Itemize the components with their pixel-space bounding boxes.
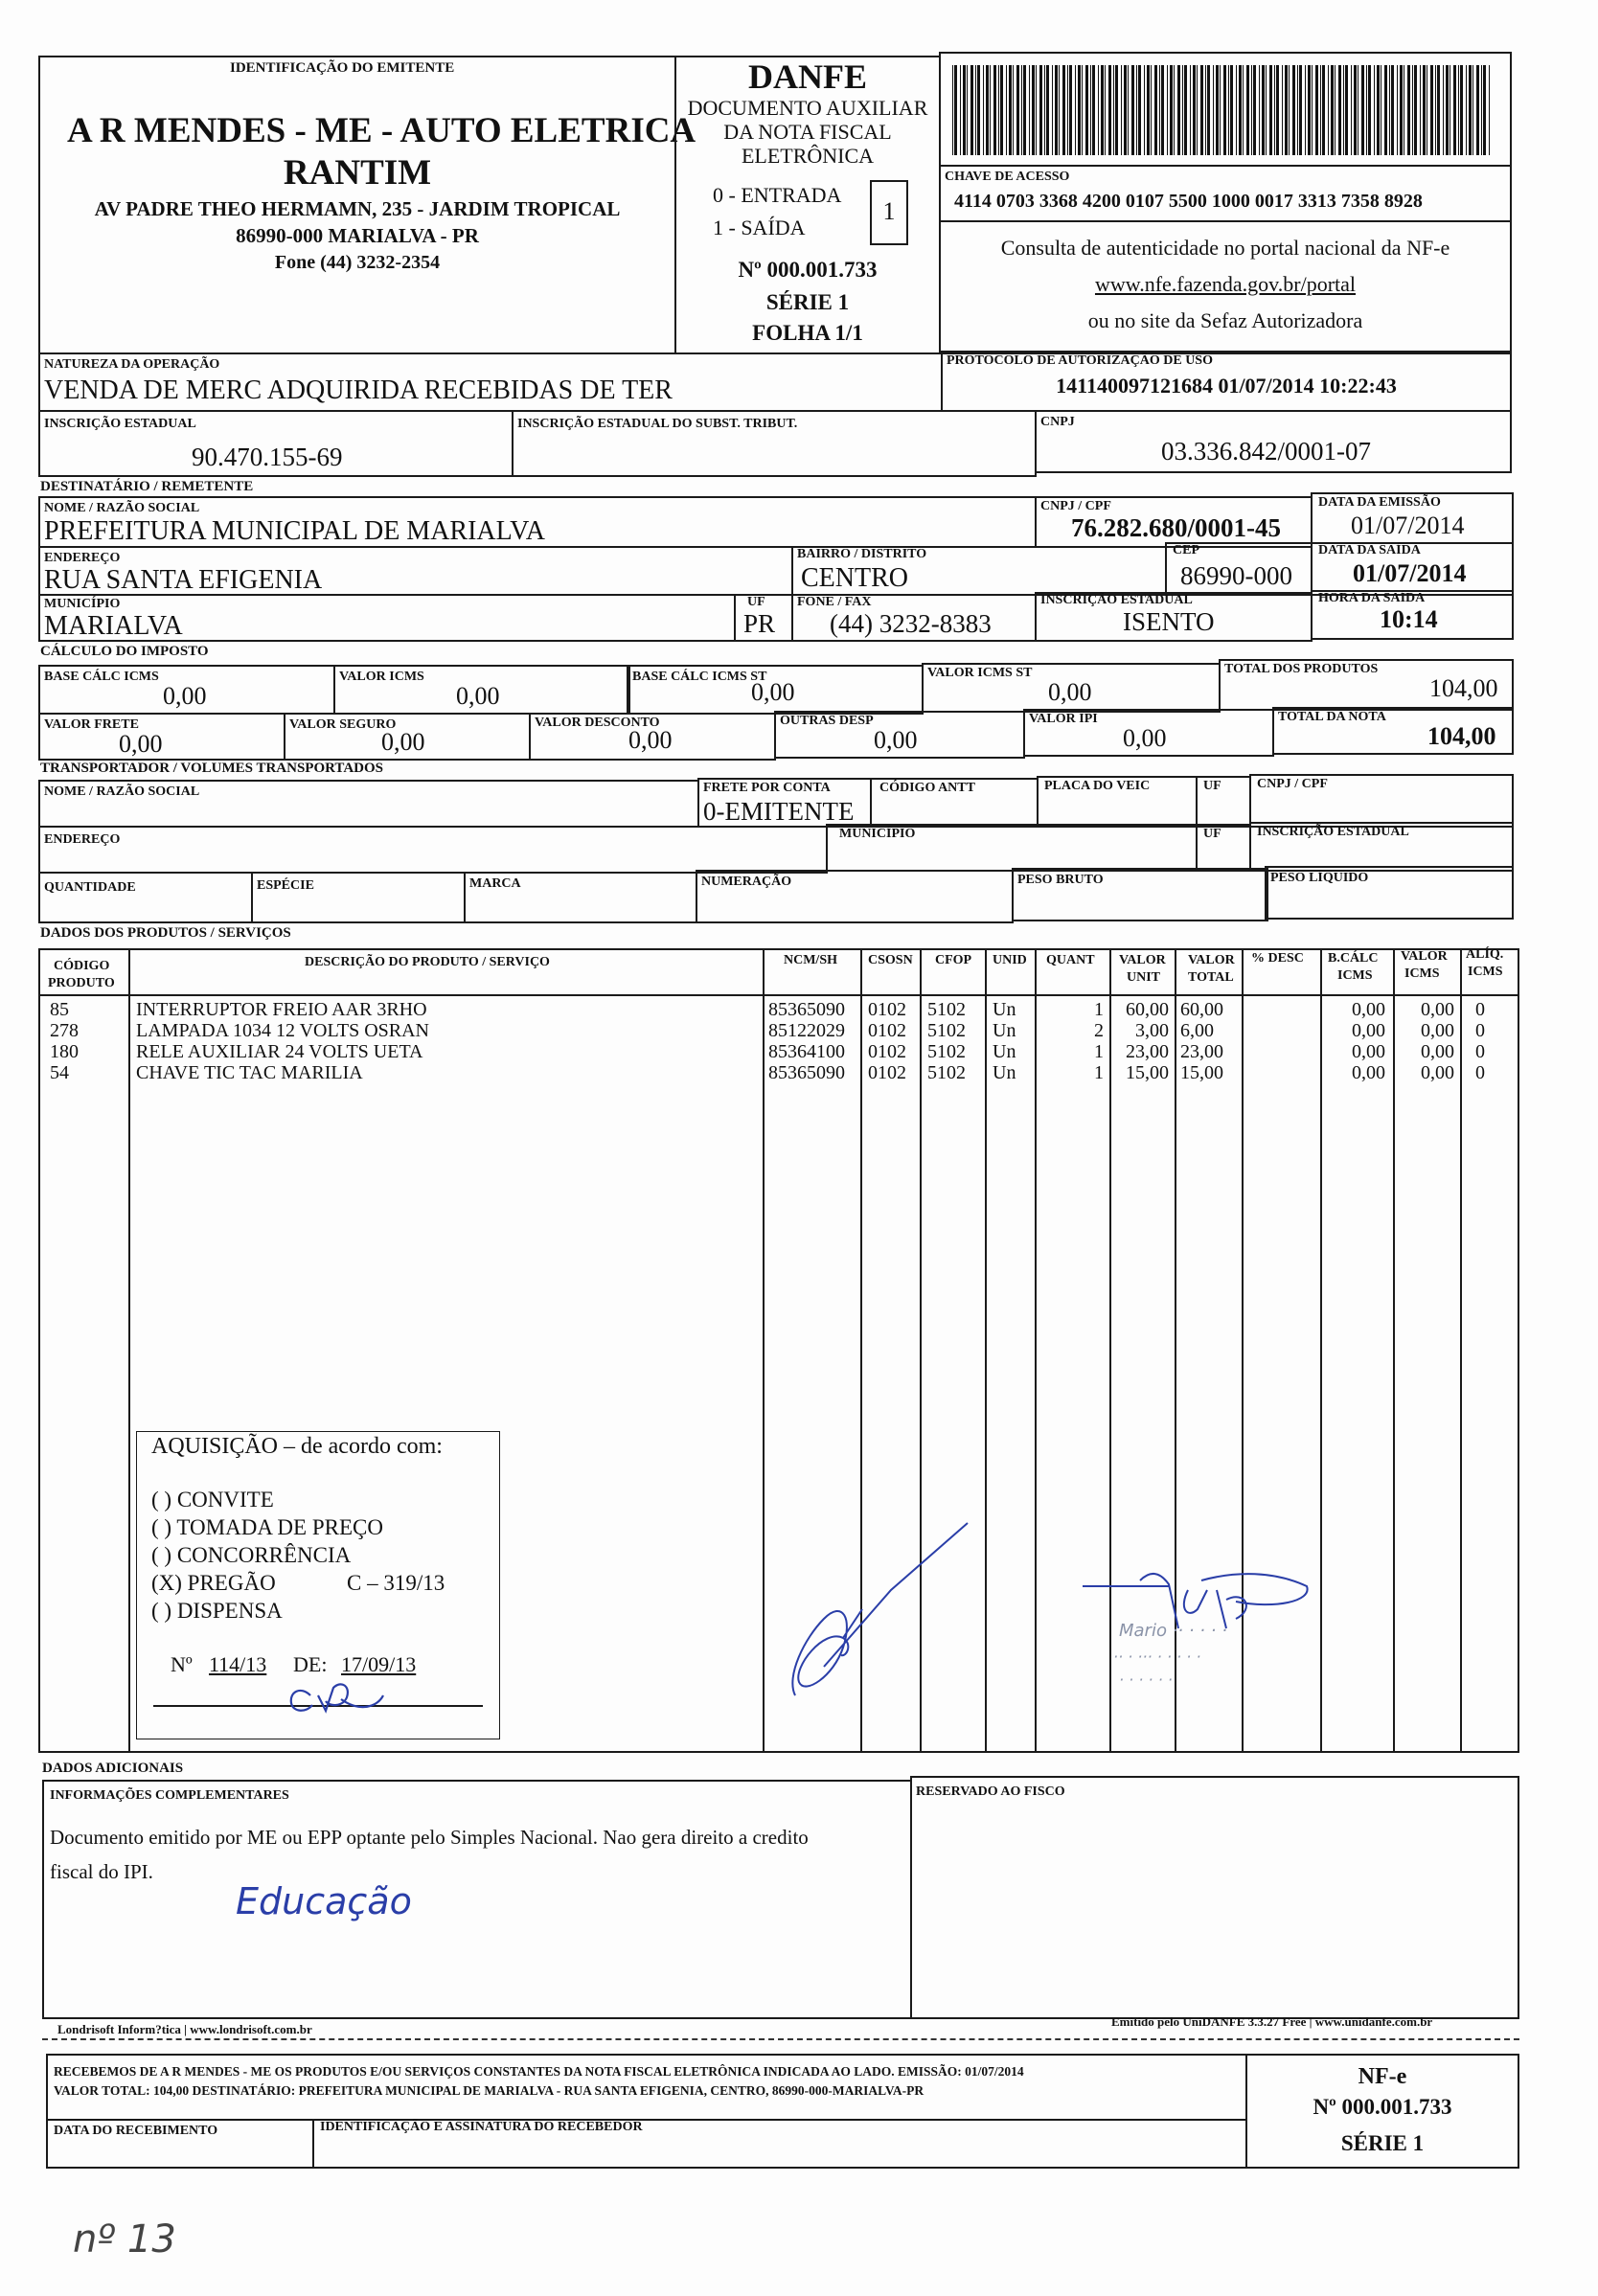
transp-ie-label: INSCRIÇÃO ESTADUAL (1257, 825, 1409, 839)
col-aliq-1: ALÍQ. (1466, 947, 1504, 962)
dest-emissao: 01/07/2014 (1351, 511, 1465, 539)
dest-uf-label: UF (747, 595, 765, 609)
cell-bcalc: 0,00 (1352, 1020, 1385, 1041)
ipi-label: VALOR IPI (1029, 712, 1098, 726)
info-label: INFORMAÇÕES COMPLEMENTARES (50, 1788, 289, 1803)
dest-endereco: RUA SANTA EFIGENIA (44, 565, 323, 595)
aquisicao-numero-label: Nº (171, 1652, 193, 1676)
dest-ie: ISENTO (1123, 607, 1215, 636)
canhoto-text-1: RECEBEMOS DE A R MENDES - ME OS PRODUTOS E/OU SERVIÇOS CONSTANTES DA NOTA FISCAL ELETRÔNICA INDICADA AO LADO. EMISSÃO: 01/07/2014 (54, 2064, 1024, 2079)
chave-url[interactable]: www.nfe.fazenda.gov.br/portal (1094, 272, 1357, 296)
transp-uf2-label: UF (1203, 827, 1221, 841)
aquisicao-opt1: ( ) CONVITE (151, 1488, 274, 1512)
aquisicao-opt4: (X) PREGÃO (151, 1571, 276, 1595)
emitente-city: 86990-000 MARIALVA - PR (236, 224, 479, 247)
fisco-label: RESERVADO AO FISCO (916, 1785, 1065, 1799)
col-bcalc-1: B.CÁLC (1328, 951, 1379, 966)
aquisicao-title: AQUISIÇÃO – de acordo com: (151, 1434, 443, 1459)
transportador-section: TRANSPORTADOR / VOLUMES TRANSPORTADOS (40, 761, 384, 776)
transp-uf-label: UF (1203, 779, 1221, 793)
cell-bcalc: 0,00 (1352, 1041, 1385, 1062)
dest-bairro: CENTRO (801, 563, 908, 593)
danfe-saida: 1 - SAÍDA (713, 216, 806, 239)
canhoto-nfe: NF-e (1358, 2064, 1407, 2089)
transp-marca-label: MARCA (469, 876, 521, 891)
transp-numeracao-label: NUMERAÇÃO (701, 875, 792, 889)
ie-label: INSCRIÇÃO ESTADUAL (44, 417, 196, 431)
adicionais-section: DADOS ADICIONAIS (42, 1761, 184, 1776)
aquisicao-data: 17/09/13 (341, 1652, 417, 1676)
cnpj-emit-label: CNPJ (1040, 415, 1075, 429)
cell-cfop: 5102 (927, 999, 966, 1020)
col-csosn: CSOSN (868, 953, 913, 967)
transp-antt-label: CÓDIGO ANTT (879, 781, 975, 795)
ipi: 0,00 (1123, 724, 1167, 752)
dest-nome: PREFEITURA MUNICIPAL DE MARIALVA (44, 516, 546, 546)
emitente-name-2: RANTIM (283, 153, 432, 193)
protocolo-value: 141140097121684 01/07/2014 10:22:43 (1056, 374, 1397, 398)
col-vtotal-2: TOTAL (1188, 970, 1234, 985)
cell-aliq: 0 (1475, 1041, 1485, 1062)
cell-vicms: 0,00 (1421, 1041, 1454, 1062)
cell-ncm: 85122029 (768, 1020, 845, 1041)
cell-codigo: 278 (50, 1020, 79, 1041)
cell-unid: Un (993, 999, 1016, 1020)
cell-csosn: 0102 (868, 999, 906, 1020)
transp-nome-label: NOME / RAZÃO SOCIAL (44, 784, 200, 799)
col-vunit-1: VALOR (1119, 953, 1166, 967)
dest-nome-label: NOME / RAZÃO SOCIAL (44, 501, 200, 515)
fisco-box (910, 1776, 1519, 2019)
dest-cnpj: 76.282.680/0001-45 (1071, 513, 1281, 542)
handwritten-note: Educação (236, 1880, 412, 1922)
dest-cep-label: CEP (1173, 543, 1199, 557)
cell-bcalc: 0,00 (1352, 1062, 1385, 1083)
canhoto-serie: SÉRIE 1 (1340, 2131, 1425, 2155)
cell-codigo: 54 (50, 1062, 69, 1083)
cell-aliq: 0 (1475, 1020, 1485, 1041)
chave-label: CHAVE DE ACESSO (945, 170, 1070, 184)
chave-value: 4114 0703 3368 4200 0107 5500 1000 0017 3313 7358 8928 (954, 191, 1423, 212)
danfe-folha: FOLHA 1/1 (752, 321, 863, 345)
cell-vicms: 0,00 (1421, 999, 1454, 1020)
col-ncm: NCM/SH (784, 953, 837, 967)
danfe-line3: ELETRÔNICA (741, 144, 875, 168)
dest-fone: (44) 3232-8383 (830, 609, 992, 638)
cell-unid: Un (993, 1062, 1016, 1083)
cut-line (42, 2038, 1519, 2040)
transp-especie-label: ESPÉCIE (257, 878, 314, 893)
danfe-entrada: 0 - ENTRADA (713, 183, 842, 207)
info-line1: Documento emitido por ME ou EPP optante pelo Simples Nacional. Nao gera direito a credito (50, 1826, 809, 1849)
cell-unid: Un (993, 1041, 1016, 1062)
transp-endereco-label: ENDEREÇO (44, 832, 121, 847)
cell-bcalc: 0,00 (1352, 999, 1385, 1020)
cell-vtotal: 15,00 (1180, 1062, 1223, 1083)
cell-vicms: 0,00 (1421, 1020, 1454, 1041)
aquisicao-numero: 114/13 (209, 1652, 267, 1676)
col-vtotal-1: VALOR (1188, 953, 1235, 967)
cell-vunit: 60,00 (1126, 999, 1169, 1020)
cnpj-emit-value: 03.336.842/0001-07 (1161, 437, 1371, 466)
cell-descricao: CHAVE TIC TAC MARILIA (136, 1062, 363, 1083)
canhoto-numero: Nº 000.001.733 (1313, 2095, 1452, 2119)
base-icms-label: BASE CÁLC ICMS (44, 670, 159, 684)
cell-cfop: 5102 (927, 1062, 966, 1083)
cell-vunit: 23,00 (1126, 1041, 1169, 1062)
info-box (42, 1780, 912, 2019)
transp-endereco-box (38, 826, 828, 874)
emitente-phone: Fone (44) 3232-2354 (274, 252, 441, 273)
total-prod-label: TOTAL DOS PRODUTOS (1224, 662, 1379, 676)
transp-qtd-label: QUANTIDADE (44, 880, 136, 895)
cell-descricao: INTERRUPTOR FREIO AAR 3RHO (136, 999, 427, 1020)
cell-ncm: 85365090 (768, 999, 845, 1020)
danfe-serie: SÉRIE 1 (765, 290, 850, 314)
canhoto-assinatura-label: IDENTIFICAÇÃO E ASSINATURA DO RECEBEDOR (320, 2120, 643, 2134)
aquisicao-opt2: ( ) TOMADA DE PREÇO (151, 1515, 383, 1539)
danfe-numero: Nº 000.001.733 (738, 258, 878, 282)
transp-frete: 0-EMITENTE (703, 797, 855, 826)
frete: 0,00 (119, 730, 163, 758)
dest-municipio-label: MUNICÍPIO (44, 597, 121, 611)
dest-bairro-label: BAIRRO / DISTRITO (797, 547, 927, 561)
dest-ie-label: INSCRIÇÃO ESTADUAL (1040, 593, 1193, 607)
cell-csosn: 0102 (868, 1020, 906, 1041)
dest-cnpj-label: CNPJ / CPF (1040, 499, 1111, 513)
valor-st-label: VALOR ICMS ST (927, 666, 1033, 680)
transp-municipio-label: MUNICÍPIO (839, 827, 916, 841)
danfe-line2: DA NOTA FISCAL (723, 120, 892, 144)
aquisicao-opt4-num: C – 319/13 (347, 1571, 445, 1595)
dest-fone-label: FONE / FAX (797, 595, 872, 609)
cell-codigo: 180 (50, 1041, 79, 1062)
valor-st: 0,00 (1048, 678, 1092, 706)
valor-icms-label: VALOR ICMS (339, 670, 424, 684)
frete-label: VALOR FRETE (44, 717, 139, 732)
cell-ncm: 85365090 (768, 1062, 845, 1083)
chave-sefaz: ou no site da Sefaz Autorizadora (1087, 308, 1363, 332)
dest-cep: 86990-000 (1180, 561, 1292, 590)
cell-quant: 1 (1094, 1062, 1104, 1083)
col-vunit-2: UNIT (1127, 970, 1161, 985)
dest-hora-label: HORA DA SAÍDA (1318, 591, 1426, 605)
cell-cfop: 5102 (927, 1041, 966, 1062)
produtos-section: DADOS DOS PRODUTOS / SERVIÇOS (40, 925, 291, 941)
cell-vtotal: 6,00 (1180, 1020, 1214, 1041)
total-nota-label: TOTAL DA NOTA (1278, 710, 1386, 724)
danfe-title: DANFE (748, 57, 867, 96)
total-nota: 104,00 (1427, 722, 1496, 750)
cell-vunit: 15,00 (1126, 1062, 1169, 1083)
protocolo-label: PROTOCOLO DE AUTORIZAÇÃO DE USO (947, 353, 1213, 368)
ie-st-label: INSCRIÇÃO ESTADUAL DO SUBST. TRIBUT. (517, 417, 798, 431)
col-aliq-2: ICMS (1468, 965, 1503, 979)
barcode (952, 65, 1493, 155)
destinatario-section: DESTINATÁRIO / REMETENTE (40, 479, 254, 494)
dest-saida-label: DATA DA SAÍDA (1318, 543, 1421, 557)
cell-vtotal: 23,00 (1180, 1041, 1223, 1062)
desconto: 0,00 (628, 726, 673, 754)
dest-endereco-label: ENDEREÇO (44, 551, 121, 565)
aquisicao-opt3: ( ) CONCORRÊNCIA (151, 1543, 352, 1567)
valor-icms: 0,00 (456, 682, 500, 710)
page-note: nº 13 (73, 2217, 176, 2262)
dest-municipio: MARIALVA (44, 611, 183, 641)
col-codigo-2: PRODUTO (48, 976, 115, 990)
emitente-address: AV PADRE THEO HERMAMN, 235 - JARDIM TROPICAL (94, 197, 621, 220)
base-icms: 0,00 (163, 682, 207, 710)
cell-codigo: 85 (50, 999, 69, 1020)
aquisicao-opt5: ( ) DISPENSA (151, 1599, 283, 1623)
cell-ncm: 85364100 (768, 1041, 845, 1062)
cell-quant: 1 (1094, 1041, 1104, 1062)
outras: 0,00 (874, 726, 918, 754)
canhoto-data-label: DATA DO RECEBIMENTO (54, 2124, 218, 2138)
col-unid: UNID (993, 953, 1027, 967)
cell-quant: 1 (1094, 999, 1104, 1020)
col-codigo-1: CÓDIGO (54, 959, 110, 973)
cell-aliq: 0 (1475, 999, 1485, 1020)
transp-frete-label: FRETE POR CONTA (703, 781, 831, 795)
cell-vtotal: 60,00 (1180, 999, 1223, 1020)
dest-uf: PR (743, 609, 776, 638)
natureza-value: VENDA DE MERC ADQUIRIDA RECEBIDAS DE TER (44, 375, 673, 405)
base-st-label: BASE CÁLC ICMS ST (632, 670, 767, 684)
chave-consulta: Consulta de autenticidade no portal nacional da NF-e (1000, 236, 1450, 260)
danfe-line1: DOCUMENTO AUXILIAR (687, 96, 928, 120)
stamp-line2: ·· · ··· · · · · · (1113, 1648, 1201, 1666)
transp-cnpj-label: CNPJ / CPF (1257, 777, 1328, 791)
total-prod: 104,00 (1429, 674, 1498, 702)
col-descricao: DESCRIÇÃO DO PRODUTO / SERVIÇO (305, 955, 550, 969)
cell-vunit: 3,00 (1135, 1020, 1169, 1041)
cell-descricao: RELE AUXILIAR 24 VOLTS UETA (136, 1041, 423, 1062)
canhoto-text-2: VALOR TOTAL: 104,00 DESTINATÁRIO: PREFEITURA MUNICIPAL DE MARIALVA - RUA SANTA EFIGENIA, CENTRO, 86990-000-MARIALVA-PR (54, 2083, 925, 2098)
natureza-label: NATUREZA DA OPERAÇÃO (44, 357, 220, 372)
stamp-line3: · · · · · · (1119, 1671, 1173, 1689)
cell-descricao: LAMPADA 1034 12 VOLTS OSRAN (136, 1020, 429, 1041)
transp-placa-label: PLACA DO VEIC (1044, 779, 1151, 793)
cell-aliq: 0 (1475, 1062, 1485, 1083)
cell-vicms: 0,00 (1421, 1062, 1454, 1083)
cell-csosn: 0102 (868, 1041, 906, 1062)
info-line2: fiscal do IPI. (50, 1860, 153, 1883)
cell-quant: 2 (1094, 1020, 1104, 1041)
footer-left: Londrisoft Inform?tica | www.londrisoft.com.br (57, 2022, 312, 2036)
emitente-name-1: A R MENDES - ME - AUTO ELETRICA (67, 111, 696, 150)
dest-hora: 10:14 (1380, 605, 1438, 633)
dest-emissao-label: DATA DA EMISSÃO (1318, 495, 1441, 510)
signature-1 (786, 1513, 977, 1705)
aquisicao-de-label: DE: (293, 1652, 328, 1676)
ie-value: 90.470.155-69 (192, 443, 343, 471)
dest-saida: 01/07/2014 (1353, 559, 1467, 587)
footer-right: Emitido pelo UniDANFE 3.3.27 Free | www.unidanfe.com.br (1111, 2014, 1433, 2029)
outras-label: OUTRAS DESP (780, 714, 874, 728)
col-vicms-1: VALOR (1401, 949, 1448, 964)
col-vicms-2: ICMS (1404, 966, 1440, 981)
emitente-header: IDENTIFICAÇÃO DO EMITENTE (230, 60, 455, 76)
seguro-label: VALOR SEGURO (289, 717, 397, 732)
stamp-line1: Mario ·· · · · · (1119, 1621, 1227, 1641)
col-quant: QUANT (1046, 953, 1095, 967)
col-bcalc-2: ICMS (1337, 968, 1373, 983)
col-cfop: CFOP (935, 953, 972, 967)
cell-cfop: 5102 (927, 1020, 966, 1041)
cell-csosn: 0102 (868, 1062, 906, 1083)
aquisicao-signature (284, 1674, 389, 1718)
cell-unid: Un (993, 1020, 1016, 1041)
desconto-label: VALOR DESCONTO (535, 716, 660, 730)
transp-peso-bruto-label: PESO BRUTO (1017, 873, 1104, 887)
col-desc: % DESC (1251, 951, 1304, 966)
transp-peso-liquido-label: PESO LÍQUIDO (1270, 871, 1369, 885)
imposto-section: CÁLCULO DO IMPOSTO (40, 644, 209, 659)
danfe-tipo: 1 (882, 197, 896, 225)
seguro: 0,00 (381, 728, 425, 756)
base-st: 0,00 (751, 678, 795, 706)
